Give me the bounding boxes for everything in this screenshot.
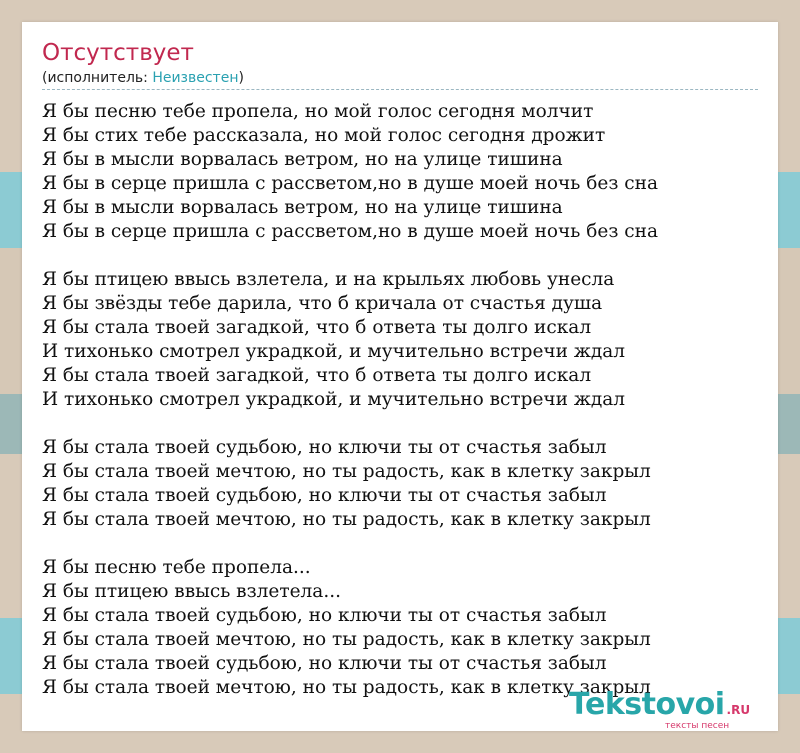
lyric-line: Я бы стала твоей мечтою, но ты радость, как в клетку закрыл: [42, 509, 651, 530]
lyric-line: Я бы в серце пришла с рассветом,но в душе моей ночь без сна: [42, 221, 659, 242]
site-watermark[interactable]: [569, 687, 751, 731]
lyric-line: И тихонько смотрел украдкой, и мучительно встречи ждал: [42, 341, 626, 362]
watermark-tld: .RU: [726, 703, 751, 717]
lyric-line: Я бы стала твоей мечтою, но ты радость, как в клетку закрыл: [42, 461, 651, 482]
lyric-line: Я бы в мысли ворвалась ветром, но на улице тишина: [42, 197, 563, 218]
lyric-line: Я бы птицею ввысь взлетела...: [42, 581, 341, 602]
stanza-gap: [42, 532, 658, 556]
lyric-line: Я бы стала твоей мечтою, но ты радость, как в клетку закрыл: [42, 629, 651, 650]
watermark-subtitle: тексты песен: [665, 721, 730, 731]
lyrics-card: [22, 22, 778, 731]
stanza-gap: [42, 412, 658, 436]
lyric-line: Я бы в серце пришла с рассветом,но в душе моей ночь без сна: [42, 173, 659, 194]
artist-suffix: ): [238, 70, 244, 86]
lyric-line: Я бы стала твоей судьбою, но ключи ты от счастья забыл: [42, 485, 607, 506]
lyrics-text: [42, 100, 658, 700]
lyric-line: Я бы стала твоей загадкой, что б ответа ты долго искал: [42, 317, 592, 338]
lyric-line: Я бы в мысли ворвалась ветром, но на улице тишина: [42, 149, 563, 170]
watermark-name: Tekstovoi: [569, 687, 725, 722]
lyric-line: Я бы песню тебе пропела...: [42, 557, 311, 578]
artist-prefix: (исполнитель:: [42, 70, 153, 86]
lyric-line: Я бы птицею ввысь взлетела, и на крыльях любовь унесла: [42, 269, 615, 290]
artist-link[interactable]: Неизвестен: [152, 70, 239, 86]
lyric-line: Я бы стала твоей мечтою, но ты радость, как в клетку закрыл: [42, 677, 651, 698]
song-title: Отсутствует: [42, 40, 194, 66]
lyric-line: Я бы стала твоей судьбою, но ключи ты от счастья забыл: [42, 437, 607, 458]
lyric-line: Я бы звёзды тебе дарила, что б кричала от счастья душа: [42, 293, 603, 314]
lyric-line: Я бы песню тебе пропела, но мой голос сегодня молчит: [42, 101, 594, 122]
artist-line: [42, 70, 244, 86]
lyric-line: Я бы стала твоей загадкой, что б ответа ты долго искал: [42, 365, 592, 386]
lyric-line: И тихонько смотрел украдкой, и мучительно встречи ждал: [42, 389, 626, 410]
lyric-line: Я бы стала твоей судьбою, но ключи ты от счастья забыл: [42, 653, 607, 674]
lyric-line: Я бы стих тебе рассказала, но мой голос сегодня дрожит: [42, 125, 606, 146]
lyric-line: Я бы стала твоей судьбою, но ключи ты от счастья забыл: [42, 605, 607, 626]
divider: [42, 89, 758, 90]
stanza-gap: [42, 244, 658, 268]
